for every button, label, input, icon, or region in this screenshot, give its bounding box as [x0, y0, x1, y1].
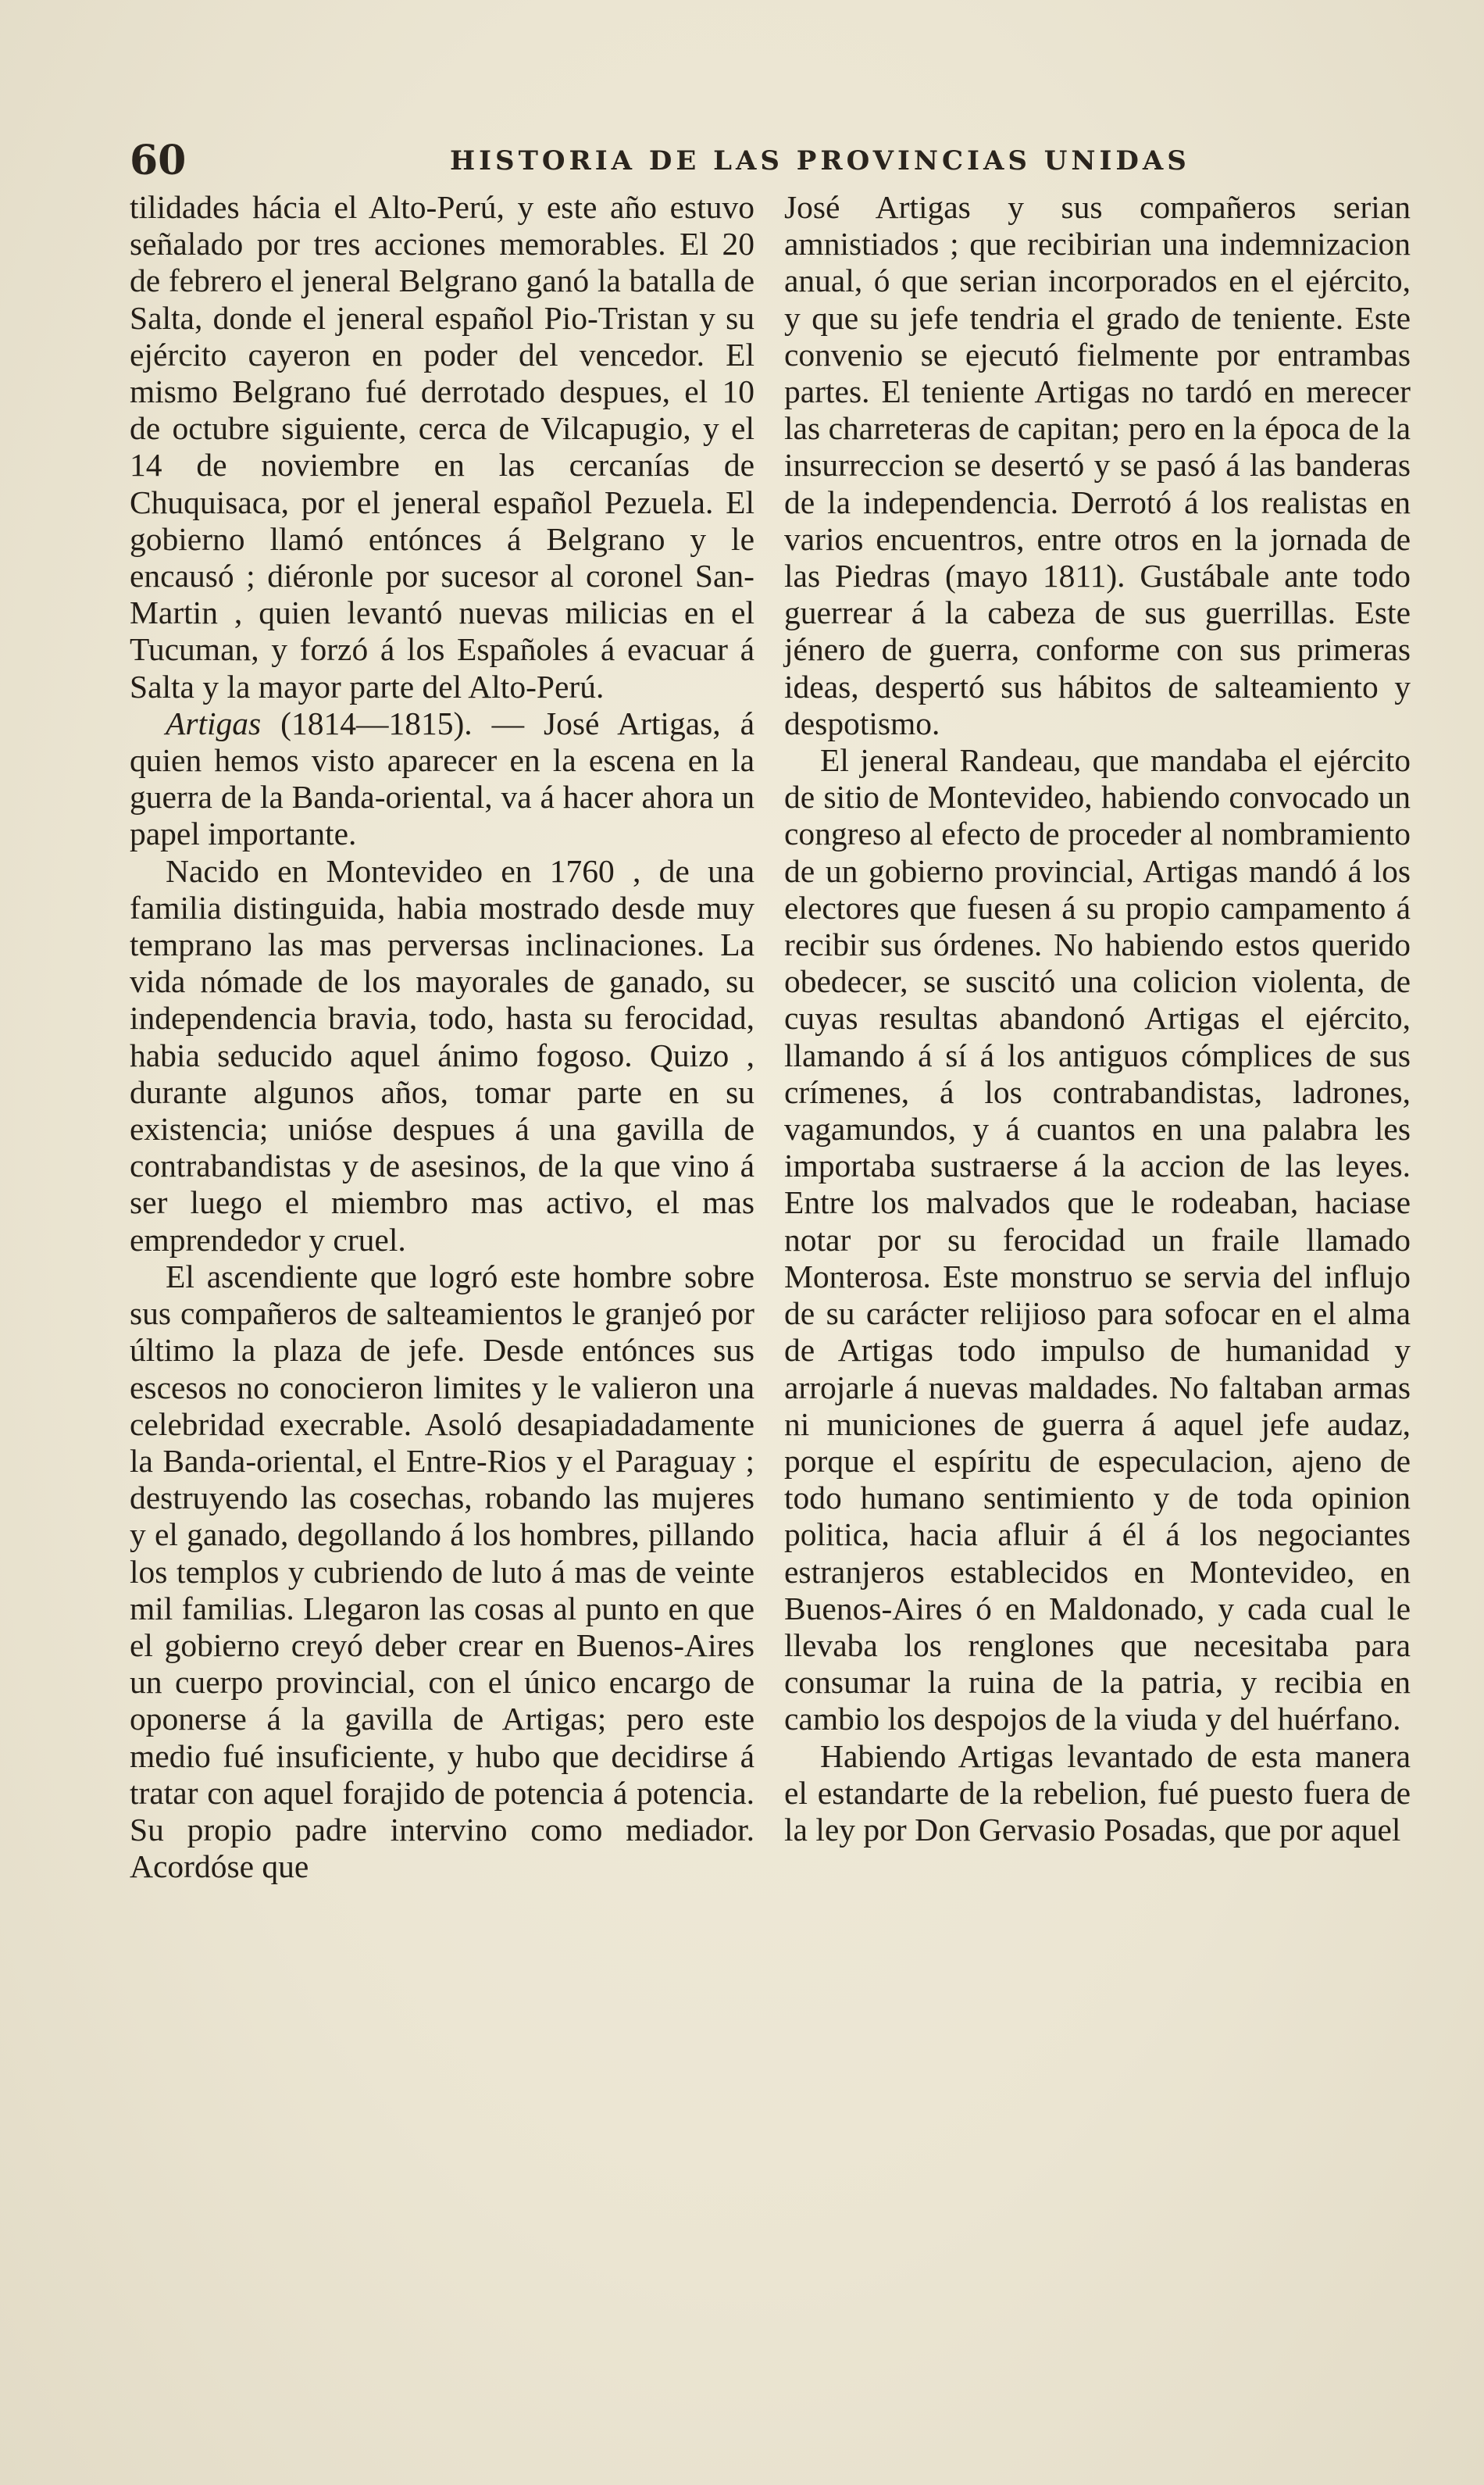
paragraph: José Artigas y sus compañeros serian amnistiados ; que recibirian una indemnizacion anual, ó que serian incorporados en el ejército, y que su jefe tendria el grado de teniente. Este convenio se ejecutó fielmente por entrambas partes. El teniente Artigas no tardó en merecer las charreteras de capitan; pero en la época de la insurreccion se desertó y se pasó á las banderas de la independencia. Derrotó á los realistas en varios encuentros, entre otros en la jornada de las Piedras (mayo 1811). Gustábale ante todo guerrear á la cabeza de sus guerrillas. Este jénero de guerra, conforme con sus primeras ideas, despertó sus hábitos de salteamiento y despotismo. [784, 189, 1411, 741]
paragraph-text: (1814—1815). — José Artigas, á quien hemos visto aparecer en la escena en la guerra de la Banda-oriental, va á hacer ahora un papel importante. [130, 705, 754, 852]
right-column [784, 189, 1411, 1848]
paragraph: Habiendo Artigas levantado de esta manera el estandarte de la rebelion, fué puesto fuera de la ley por Don Gervasio Posadas, que por aquel [784, 1737, 1411, 1848]
paragraph: El ascendiente que logró este hombre sobre sus compañeros de salteamientos le granjeó por último la plaza de jefe. Desde entónces sus escesos no conocieron limites y le valieron una celebridad execrable. Asoló desapiadadamente la Banda-oriental, el Entre-Rios y el Paraguay ; destruyendo las cosechas, robando las mujeres y el ganado, degollando á los hombres, pillando los templos y cubriendo de luto á mas de veinte mil familias. Llegaron las cosas al punto en que el gobierno creyó deber crear en Buenos-Aires un cuerpo provincial, con el único encargo de oponerse á la gavilla de Artigas; pero este medio fué insuficiente, y hubo que decidirse á tratar con aquel forajido de potencia á potencia. Su propio padre intervino como mediador. Acordóse que [130, 1258, 754, 1885]
paragraph-artigas [130, 705, 754, 853]
page-number: 60 [130, 137, 187, 184]
page-header [130, 137, 1411, 184]
left-column [130, 189, 754, 1885]
section-title: Artigas [166, 705, 262, 741]
running-title: HISTORIA DE LAS PROVINCIAS UNIDAS [450, 145, 1190, 177]
paragraph: El jeneral Randeau, que mandaba el ejército de sitio de Montevideo, habiendo convocado un congreso al efecto de proceder al nombramiento de un gobierno provincial, Artigas mandó á los electores que fuesen á su propio campamento á recibir sus órdenes. No habiendo estos querido obedecer, se suscitó una colicion violenta, de cuyas resultas abandonó Artigas el ejército, llamando á sí á los antiguos cómplices de sus crímenes, á los contrabandistas, ladrones, vagamundos, y á cuantos en una palabra les importaba sustraerse á la accion de las leyes. Entre los malvados que le rodeaban, haciase notar por su ferocidad un fraile llamado Monterosa. Este monstruo se servia del influjo de su carácter relijioso para sofocar en el alma de Artigas todo impulso de humanidad y arrojarle á nuevas maldades. No faltaban armas ni municiones de guerra á aquel jefe audaz, porque el espíritu de especulacion, ajeno de todo humano sentimiento y de toda opinion politica, hacia afluir á él á los negociantes estranjeros establecidos en Montevideo, en Buenos-Aires ó en Maldonado, y cada cual le llevaba los renglones que necesitaba para consumar la ruina de la patria, y recibia en cambio los despojos de la viuda y del huérfano. [784, 742, 1411, 1737]
paragraph: tilidades hácia el Alto-Perú, y este año estuvo señalado por tres acciones memorables. El 20 de febrero el jeneral Belgrano ganó la batalla de Salta, donde el jeneral español Pio-Tristan y su ejército cayeron en poder del vencedor. El mismo Belgrano fué derrotado despues, el 10 de octubre siguiente, cerca de Vilcapugio, y el 14 de noviembre en las cercanías de Chuquisaca, por el jeneral español Pezuela. El gobierno llamó entónces á Belgrano y le encausó ; diéronle por sucesor al coronel San-Martin , quien levantó nuevas milicias en el Tucuman, y forzó á los Españoles á evacuar á Salta y la mayor parte del Alto-Perú. [130, 189, 754, 705]
paragraph: Nacido en Montevideo en 1760 , de una familia distinguida, habia mostrado desde muy temprano las mas perversas inclinaciones. La vida nómade de los mayorales de ganado, su independencia bravia, todo, hasta su ferocidad, habia seducido aquel ánimo fogoso. Quizo , durante algunos años, tomar parte en su existencia; unióse despues á una gavilla de contrabandistas y de asesinos, de la que vino á ser luego el miembro mas activo, el mas emprendedor y cruel. [130, 852, 754, 1258]
